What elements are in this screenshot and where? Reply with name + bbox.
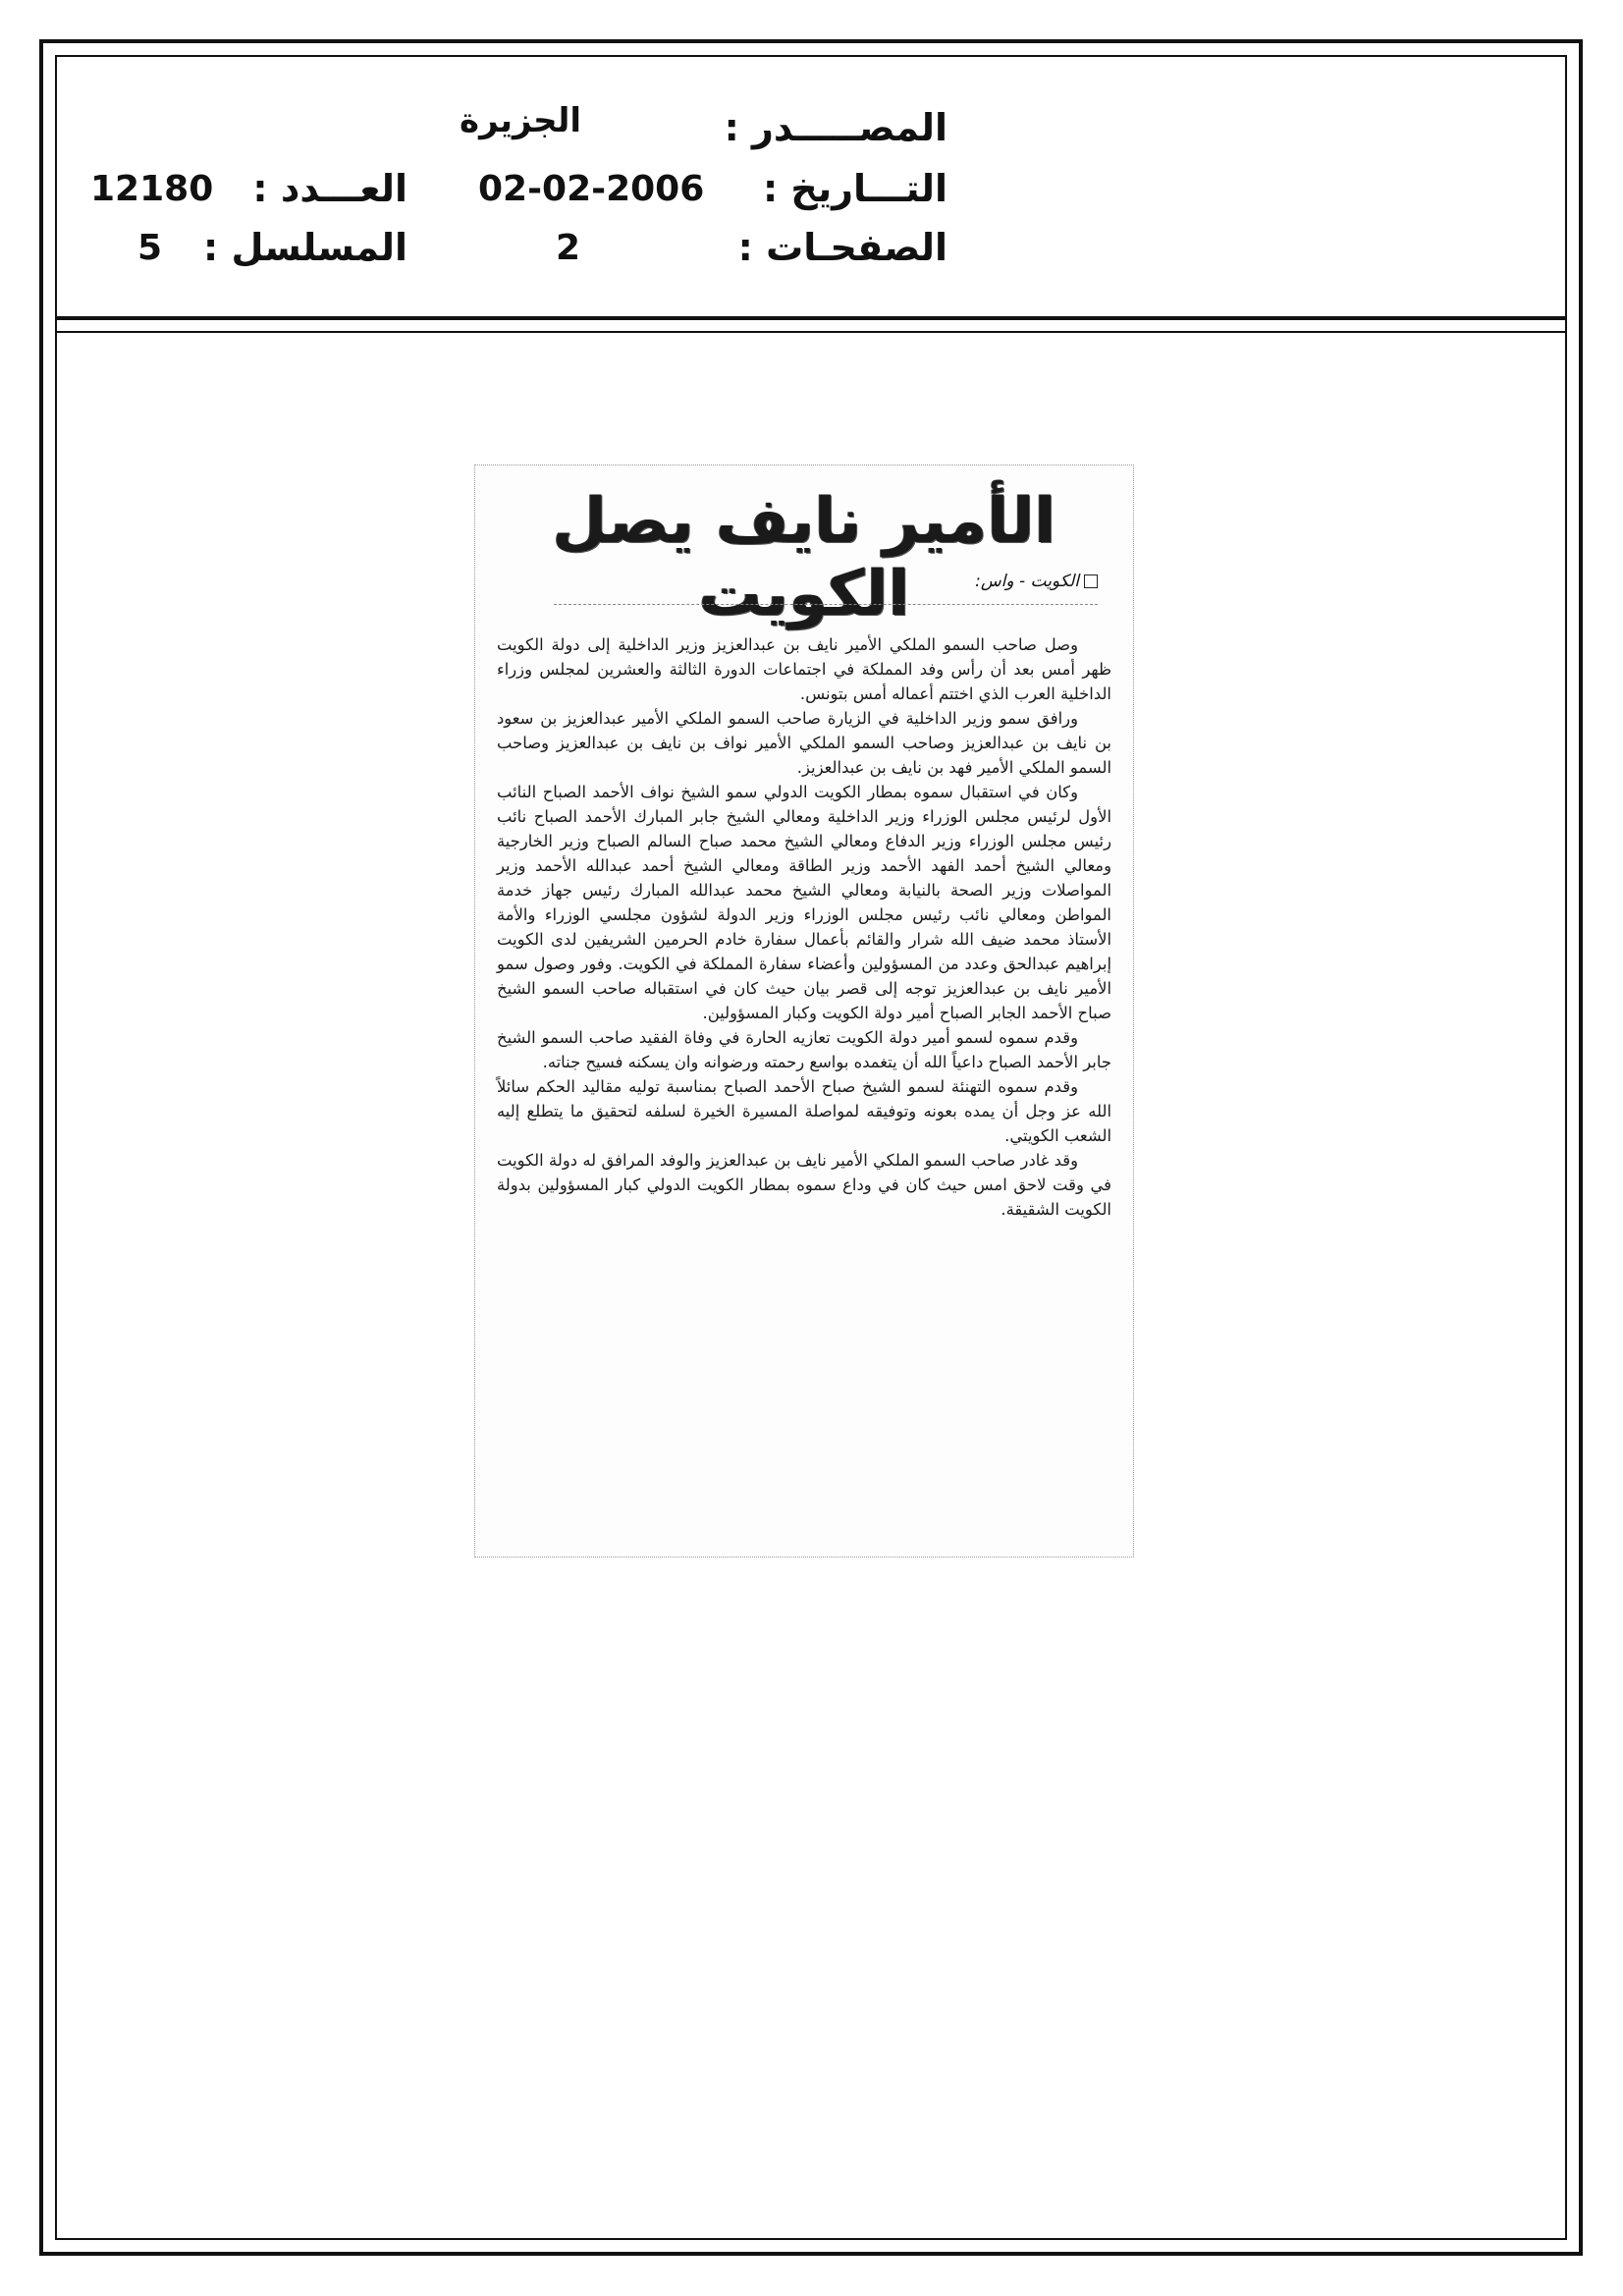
article-paragraph: وقدم سموه التهنئة لسمو الشيخ صباح الأحمد الصباح بمناسبة توليه مقاليد الحكم سائلاً الله عز وجل أن يمده بعونه وتوفيقه لمواصلة المسيرة الخيرة لسلفه لتحقيق ما يتطلع إليه الشعب الكويتي. (497, 1077, 1111, 1145)
header-divider-thin (55, 331, 1567, 333)
date-value: 02-02-2006 (478, 169, 705, 209)
byline-divider (554, 604, 1098, 605)
square-bullet-icon (1084, 574, 1098, 588)
article-paragraph: ورافق سمو وزير الداخلية في الزيارة صاحب السمو الملكي الأمير عبدالعزيز بن سعود بن نايف بن عبدالعزيز وصاحب السمو الملكي الأمير نواف بن نايف بن عبدالعزيز وصاحب السمو الملكي الأمير فهد بن نايف بن عبدالعزيز. (497, 709, 1111, 777)
issue-value: 12180 (90, 169, 214, 209)
newspaper-clipping (474, 465, 1134, 1558)
article-paragraph: وقد غادر صاحب السمو الملكي الأمير نايف بن عبدالعزيز والوفد المرافق له دولة الكويت في وقت لاحق امس حيث كان في وداع سموه بمطار الكويت الدولي كبار المسؤولين بدولة الكويت الشقيقة. (497, 1151, 1111, 1219)
pages-label: الصفحـات : (737, 226, 947, 269)
pages-value: 2 (556, 228, 581, 268)
article-paragraph: وكان في استقبال سموه بمطار الكويت الدولي سمو الشيخ نواف الأحمد الصباح النائب الأول لرئيس مجلس الوزراء وزير الداخلية ومعالي الشيخ جابر المبارك الأحمد الصباح نائب رئيس مجلس الوزراء وزير الدفاع ومعالي الشيخ محمد صباح السالم الصباح وزير الخارجية ومعالي الشيخ أحمد الفهد الأحمد وزير الطاقة ومعالي الشيخ أحمد عبدالله الأحمد وزير المواصلات وزير الصحة بالنيابة ومعالي الشيخ محمد عبدالله المبارك رئيس جهاز خدمة المواطن ومعالي نائب رئيس مجلس الوزراء وزير الدولة لشؤون مجلسي الوزراء والأمة الأستاذ محمد ضيف الله شرار والقائم بأعمال سفارة خادم الحرمين الشريفين لدى الكويت إبراهيم عبدالحق وعدد من المسؤولين وأعضاء سفارة المملكة في الكويت. وفور وصول سمو الأمير نايف بن عبدالعزيز توجه إلى قصر بيان حيث كان في استقباله صاحب السمو الشيخ صباح الأحمد الجابر الصباح أمير دولة الكويت وكبار المسؤولين. (497, 783, 1111, 1022)
header-divider (55, 316, 1567, 320)
source-value: الجزيرة (460, 101, 582, 140)
article-headline: الأمير نايف يصل الكويت (552, 485, 1056, 630)
article-body (497, 632, 1111, 1222)
article-paragraph: وقدم سموه لسمو أمير دولة الكويت تعازيه الحارة في وفاة الفقيد صاحب السمو الشيخ جابر الأحمد الصباح داعياً الله أن يتغمده بواسع رحمته ورضوانه وان يسكنه فسيح جناته. (497, 1028, 1111, 1071)
serial-label: المسلسل : (203, 226, 407, 269)
date-label: التـــاريخ : (763, 167, 947, 210)
source-label: المصـــــدر : (724, 106, 947, 149)
issue-label: العـــدد : (252, 167, 407, 210)
serial-value: 5 (137, 228, 163, 268)
article-byline: الكويت - واس: (975, 572, 1098, 591)
article-paragraph: وصل صاحب السمو الملكي الأمير نايف بن عبدالعزيز وزير الداخلية إلى دولة الكويت ظهر أمس بعد أن رأس وفد المملكة في اجتماعات الدورة الثالثة والعشرين لمجلس وزراء الداخلية العرب الذي اختتم أعماله أمس بتونس. (497, 635, 1111, 703)
